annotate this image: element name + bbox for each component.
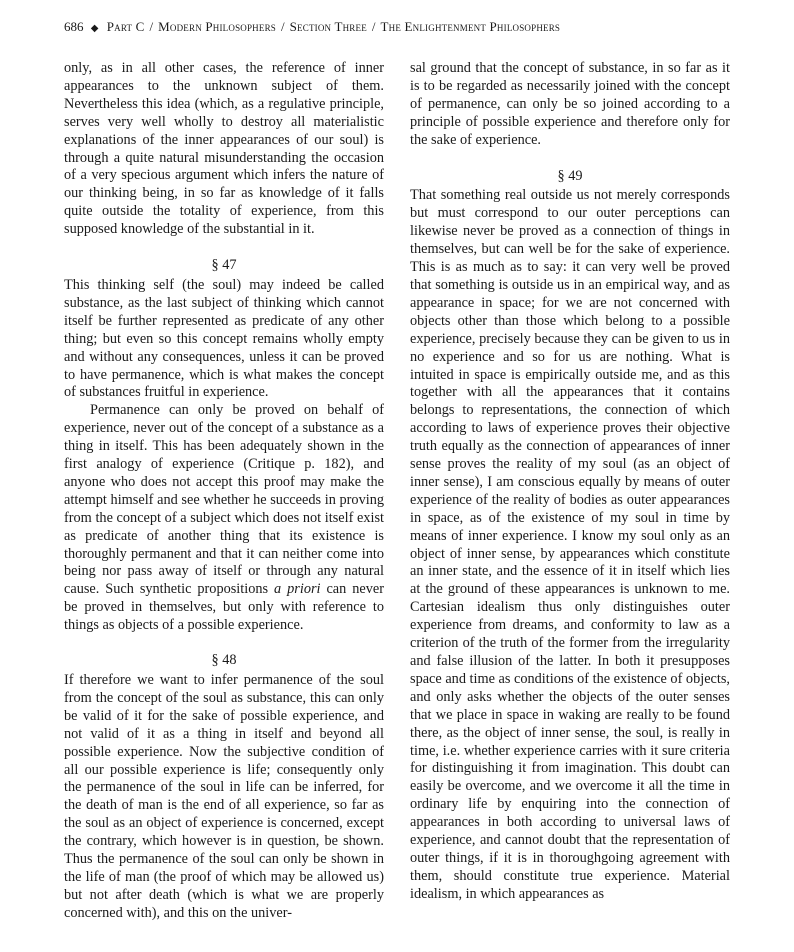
- paragraph-text: can never be proved in themselves, but only with reference to things as objects of a possible experience.: [64, 581, 384, 634]
- paragraph: [64, 402, 384, 635]
- header-section: Section Three: [289, 19, 367, 34]
- header-separator: /: [371, 19, 376, 34]
- paragraph: That something real outside us not merely corresponds but must correspond to our outer perceptions can likewise never be proved as a connection of things in themselves, but can well be for the sake of experience. This is as much as to say: it can very well be proved that something is outside us in an empirical way, and as appearance in space; for we are not concerned with objects other than those which belong to a possible experience, precisely because they can be given to us in no experience and so for us are nothing. What is intuited in space is empirically outside me, and as this together with all the appearances that it contains belongs to representations, the connection of which according to laws of experience proves their objective truth equally as the connection of appearances of inner sense proves the reality of my soul (as an object of inner sense), I am conscious equally by means of outer experience of the reality of bodies as outer appearances in space, as of the existence of my soul in time by means of inner experience. I know my soul only as an object of inner sense, by appearances which constitute an inner state, and the essence of it in itself which lies at the ground of these appearances is unknown to me. Cartesian idealism thus only distinguishes outer experience from dreams, and conformity to law as a criterion of the truth of the former from the irregularity and false illusion of the latter. In both it presupposes space and time as conditions of the existence of objects, and only asks whether the objects of the outer senses that we place in space in waking are really to be found there, as the object of inner sense, the soul, is really in time, i.e. whether experience carries with it sure criteria for distinguishing it from imagination. This doubt can easily be overcome, and we overcome it all the time in ordinary life by enquiring into the connection of appearances in both according to universal laws of experience, and cannot doubt that the representation of outer things, if it is in thoroughgoing agreement with them, should constitute true experience. Material idealism, in which appearances as: [410, 187, 730, 902]
- paragraph: This thinking self (the soul) may indeed be called substance, as the last subject of thinking which cannot itself be further represented as predicate of any other thing; but even so this concept remains wholly empty and without any consequences, unless it can be proved to have permanence, which is what makes the concept of substances fruitful in experience.: [64, 276, 384, 401]
- section-heading-49: § 49: [557, 167, 583, 184]
- header-separator: /: [281, 19, 285, 34]
- header-book: Modern Philosophers: [158, 19, 276, 34]
- section-heading-48: § 48: [211, 652, 237, 669]
- header-chapter: The Enlightenment Philosophers: [380, 19, 561, 34]
- paragraph: If therefore we want to infer permanence of the soul from the concept of the soul as substance, this can only be valid of it for the sake of possible experience, and not valid of it as a thing in itself and beyond all possible experience. Now the subjective condition of all our possible experience is life; consequently only the permanence of the soul in life can be inferred, for the death of man is the end of all experience, so far as the soul as an object of experience is concerned, except the contrary, which however is in question, be shown. Thus the permanence of the soul can only be shown in the life of man (the proof of which may be allowed us) but not after death (which is what we are properly concerned with), and this on the univer-: [64, 672, 384, 921]
- header-part: Part C: [106, 19, 145, 34]
- paragraph-continued: only, as in all other cases, the reference of inner appearances to the unknown subject of them. Nevertheless this idea (which, as a regulative principle, serves very well wholly to destroy all materialistic explanations of the inner appearances of our soul) is through a quite natural misunderstanding the occasion of a very specious argument which infers the nature of our thinking being, in so far as knowledge of it falls quite outside the totality of experience, from this supposed knowledge of the substantial in it.: [64, 60, 384, 238]
- header-separator: /: [149, 19, 154, 34]
- left-column: [64, 60, 384, 923]
- diamond-bullet-icon: ◆: [90, 23, 99, 34]
- page-number: 686: [64, 19, 84, 34]
- italic-term: a priori: [274, 581, 321, 598]
- section-heading-47: § 47: [211, 257, 237, 274]
- paragraph-continued: sal ground that the concept of substance, in so far as it is to be regarded as necessarily joined with the concept of permanence, can only be so joined according to a principle of possible experience and therefore only for the sake of experience.: [410, 60, 730, 148]
- running-header: [64, 18, 744, 38]
- right-column: [410, 60, 730, 904]
- paragraph-text: Permanence can only be proved on behalf of experience, never out of the concept of a substance as a thing in itself. This has been adequately shown in the first analogy of experience (Critique p. 182), and anyone who does not accept this proof may make the attempt himself and see whether he succeeds in proving from the concept of a subject which does not itself exist as predicate of another thing that its existence is thoroughly permanent and that it can neither come into being nor pass away of itself or through any natural cause. Such synthetic propositions: [64, 402, 384, 598]
